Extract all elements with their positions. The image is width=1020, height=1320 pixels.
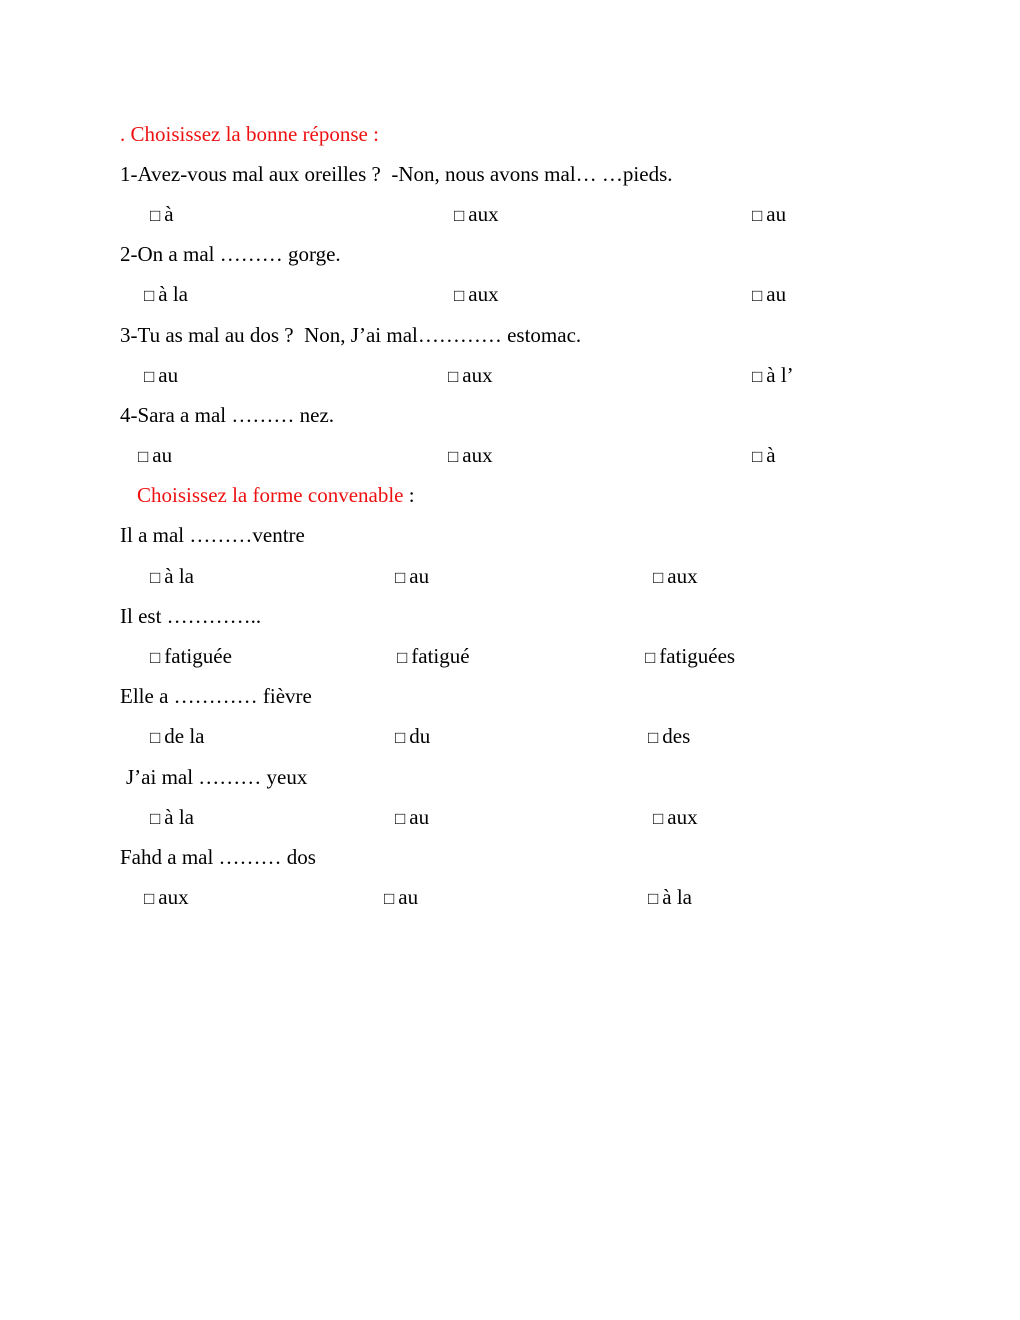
option-q4-b[interactable]: □ aux [448, 443, 493, 467]
option-fievre-a[interactable]: □ de la [150, 724, 205, 748]
checkbox-icon: □ [752, 206, 763, 225]
checkbox-icon: □ [150, 568, 161, 587]
checkbox-icon: □ [150, 206, 161, 225]
checkbox-icon: □ [144, 889, 155, 908]
checkbox-icon: □ [454, 286, 465, 305]
option-q2-a[interactable]: □ à la [144, 282, 189, 306]
option-dos-c[interactable]: □ à la [648, 885, 693, 909]
checkbox-icon: □ [454, 206, 465, 225]
option-q2-b[interactable]: □ aux [454, 282, 499, 306]
checkbox-icon: □ [144, 286, 155, 305]
option-fievre-b[interactable]: □ du [395, 724, 431, 748]
section2-heading: Choisissez la forme convenable : [137, 483, 415, 507]
question-ventre: Il a mal ………ventre [120, 523, 305, 547]
option-ventre-b[interactable]: □ au [395, 564, 430, 588]
question-1: 1-Avez-vous mal aux oreilles ? -Non, nous avons mal… …pieds. [120, 162, 673, 186]
section1-heading: . Choisissez la bonne réponse : [120, 122, 379, 146]
checkbox-icon: □ [752, 367, 763, 386]
checkbox-icon: □ [150, 648, 161, 667]
option-q3-b[interactable]: □ aux [448, 363, 493, 387]
checkbox-icon: □ [384, 889, 395, 908]
checkbox-icon: □ [448, 447, 459, 466]
option-fievre-c[interactable]: □ des [648, 724, 691, 748]
checkbox-icon: □ [645, 648, 656, 667]
question-fievre: Elle a ………… fièvre [120, 684, 312, 708]
option-q1-a[interactable]: □ à [150, 202, 174, 226]
option-q1-c[interactable]: □ au [752, 202, 787, 226]
option-dos-b[interactable]: □ au [384, 885, 419, 909]
checkbox-icon: □ [653, 809, 664, 828]
checkbox-icon: □ [150, 809, 161, 828]
checkbox-icon: □ [653, 568, 664, 587]
checkbox-icon: □ [397, 648, 408, 667]
checkbox-icon: □ [448, 367, 459, 386]
question-fatigue: Il est ………….. [120, 604, 262, 628]
option-yeux-a[interactable]: □ à la [150, 805, 195, 829]
option-yeux-b[interactable]: □ au [395, 805, 430, 829]
option-fatigue-a[interactable]: □ fatiguée [150, 644, 232, 668]
checkbox-icon: □ [648, 728, 659, 747]
question-4: 4-Sara a mal ……… nez. [120, 403, 335, 427]
checkbox-icon: □ [395, 728, 406, 747]
checkbox-icon: □ [395, 809, 406, 828]
checkbox-icon: □ [752, 286, 763, 305]
option-yeux-c[interactable]: □ aux [653, 805, 698, 829]
option-q3-a[interactable]: □ au [144, 363, 179, 387]
checkbox-icon: □ [648, 889, 659, 908]
option-q4-a[interactable]: □ au [138, 443, 173, 467]
question-dos: Fahd a mal ……… dos [120, 845, 316, 869]
question-3: 3-Tu as mal au dos ? Non, J’ai mal………… estomac. [120, 323, 582, 347]
option-q1-b[interactable]: □ aux [454, 202, 499, 226]
option-dos-a[interactable]: □ aux [144, 885, 189, 909]
checkbox-icon: □ [144, 367, 155, 386]
option-ventre-a[interactable]: □ à la [150, 564, 195, 588]
checkbox-icon: □ [138, 447, 149, 466]
checkbox-icon: □ [752, 447, 763, 466]
checkbox-icon: □ [395, 568, 406, 587]
option-q2-c[interactable]: □ au [752, 282, 787, 306]
option-q4-c[interactable]: □ à [752, 443, 776, 467]
question-2: 2-On a mal ……… gorge. [120, 242, 341, 266]
option-ventre-c[interactable]: □ aux [653, 564, 698, 588]
option-fatigue-c[interactable]: □ fatiguées [645, 644, 736, 668]
question-yeux: J’ai mal ……… yeux [126, 765, 308, 789]
option-q3-c[interactable]: □ à l’ [752, 363, 794, 387]
option-fatigue-b[interactable]: □ fatigué [397, 644, 470, 668]
checkbox-icon: □ [150, 728, 161, 747]
